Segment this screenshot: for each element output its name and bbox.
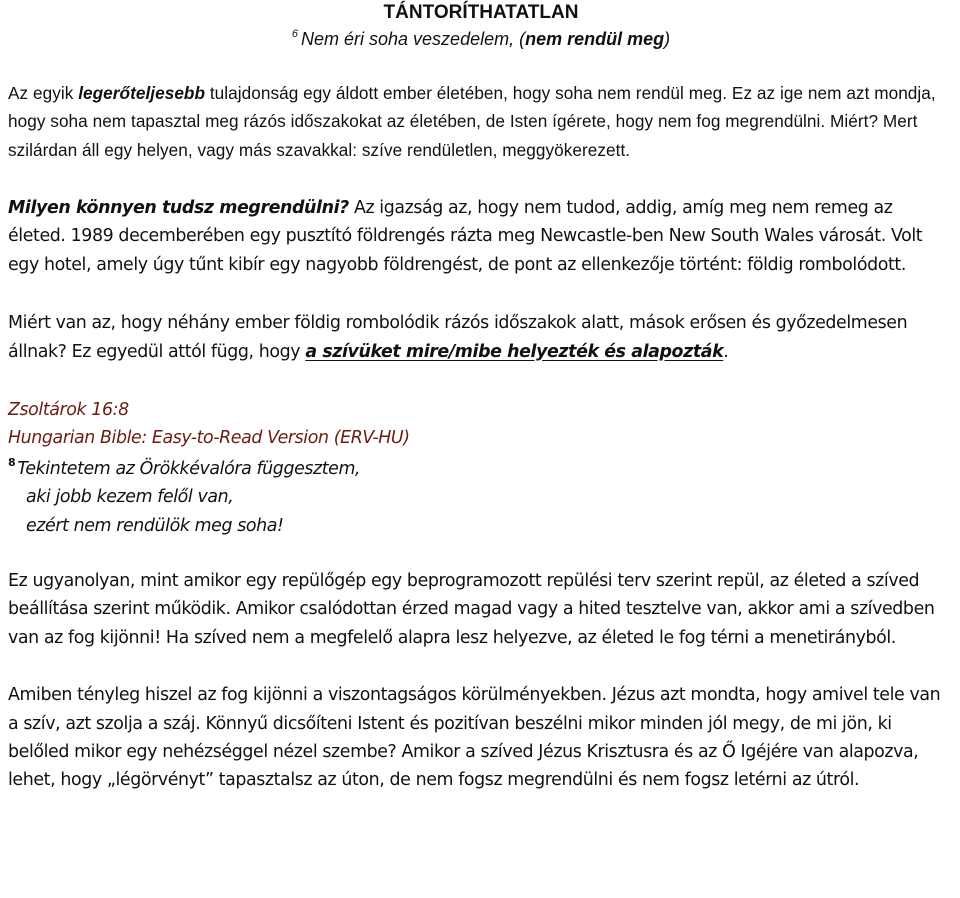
subtitle-verse-number: 6: [291, 28, 298, 40]
paragraph-4: Ez ugyanolyan, mint amikor egy repülőgép egy beprogramozott repülési terv szerint repül, az életed a szíved beállítása szerint működik. Amikor csalódottan érzed magad vagy a hited tesztelve van, akkor ami a szívedben van az fog kijönni! Ha szíved nem a megfelelő alapra lesz helyezve, az életed le fog térni a menetirányból.: [8, 570, 935, 648]
subtitle-bold: nem rendül meg: [525, 29, 665, 49]
page-title: TÁNTORÍTHATATLAN: [383, 2, 579, 23]
subtitle-text-before: Nem éri soha veszedelem, (: [301, 29, 526, 49]
paragraph-3: [8, 309, 954, 366]
subtitle-text-after: ): [664, 29, 671, 49]
paragraph-2-emphasis: Milyen könnyen tudsz megrendülni?: [8, 197, 349, 218]
reference-passage-link[interactable]: Zsoltárok 16:8: [8, 399, 129, 420]
reference-version-link[interactable]: Hungarian Bible: Easy-to-Read Version (ERV-HU): [8, 428, 410, 449]
paragraph-1-emphasis: legerőteljesebb: [78, 83, 206, 103]
paragraph-2-rest: Az igazság az, hogy nem tudod, addig, amíg meg nem remeg az életed. 1989 decemberében egy pusztító földrengés rázta meg Newcastle-ben New South Wales városát. Volt egy hotel, amely úgy tűnt kibír egy nagyobb földrengést, de pont az ellenkezője történt: földig rombolódott.: [8, 197, 923, 275]
paragraph-1: [8, 79, 954, 164]
verse-line-2: aki jobb kezem felől van,: [26, 487, 234, 508]
page-subtitle: [8, 27, 954, 52]
paragraph-5: Amiben tényleg hiszel az fog kijönni a viszontagságos körülményekben. Jézus azt mondta, hogy amivel tele van a szív, azt szolja a száj. Könnyű dicsőíteni Istent és pozitívan beszélni mikor minden jól megy, de mi jön, ki belőled mikor egy nehézséggel nézel szembe? Amikor a szíved Jézus Krisztusra és az Ő Igéjére van alapozva, lehet, hogy „légörvényt” tapasztalsz az úton, de nem fogsz megrendülni és nem fogsz letérni az útról.: [8, 685, 941, 791]
scripture-reference: [8, 396, 954, 453]
verse-line-1-text: Tekintetem az Örökkévalóra függesztem,: [17, 458, 361, 479]
paragraph-2: [8, 194, 954, 279]
verse-line-1: [8, 455, 954, 483]
paragraph-3-end: .: [723, 341, 729, 362]
verse-line-3: ezért nem rendülök meg soha!: [26, 515, 284, 536]
document-page: [0, 1, 960, 898]
scripture-verse: [8, 455, 954, 540]
paragraph-1-rest: tulajdonság egy áldott ember életében, hogy soha nem rendül meg. Ez az ige nem azt mondja, hogy soha nem tapasztal meg rázós időszakokat az életében, de Isten ígérete, hogy nem fog megrendülni. Miért? Mert szilárdan áll egy helyen, vagy más szavakkal: szíve rendületlen, meggyökerezett.: [8, 83, 936, 160]
paragraph-3-start: Miért van az, hogy néhány ember földig rombolódik rázós időszakok alatt, mások erősen és győzedelmesen állnak? Ez egyedül attól függ, hogy: [8, 313, 908, 362]
paragraph-1-start: Az egyik: [8, 83, 79, 103]
verse-number: 8: [8, 455, 16, 469]
paragraph-3-emphasis: a szívüket mire/mibe helyezték és alapozták: [305, 341, 724, 362]
